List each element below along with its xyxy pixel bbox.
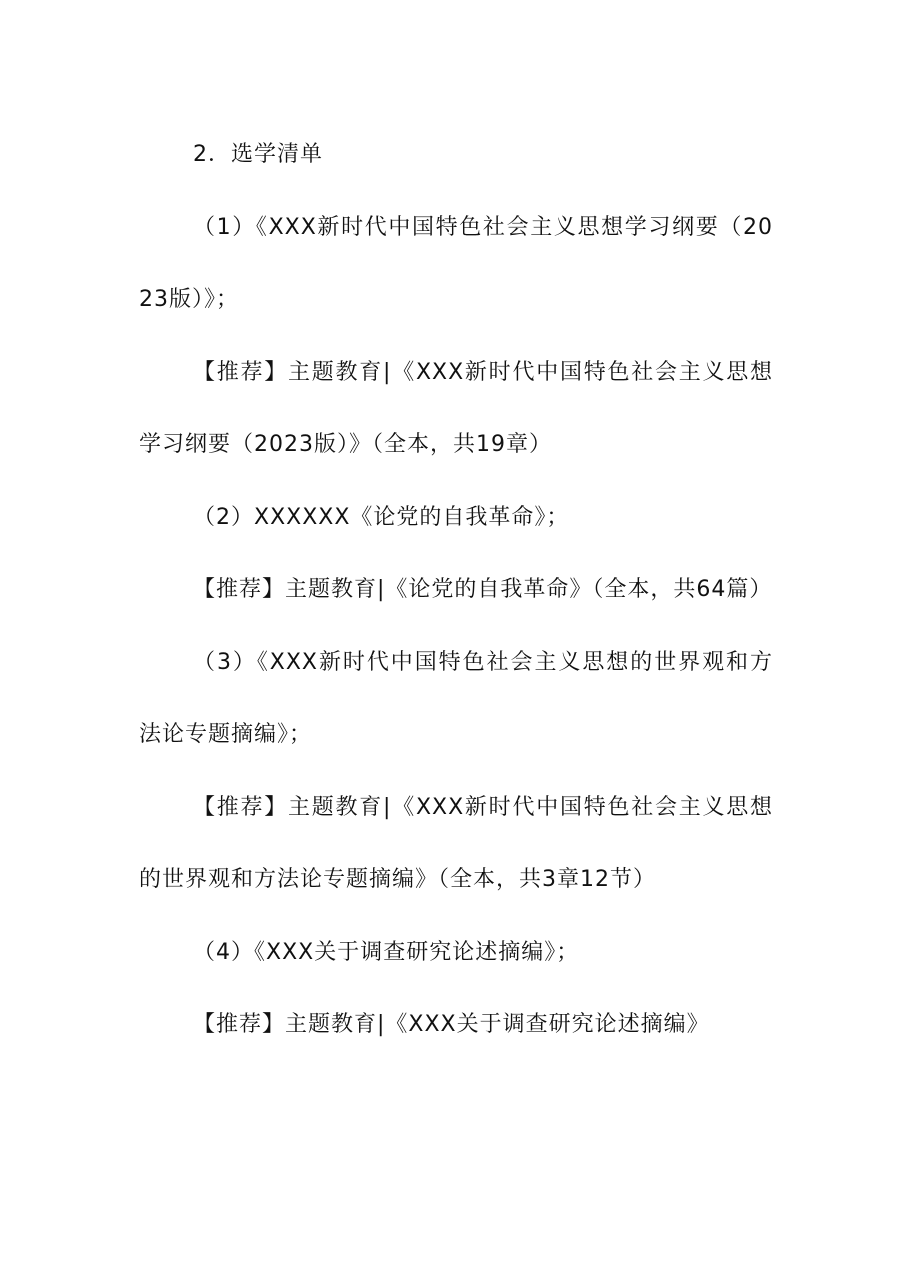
- recommendation-1: 【推荐】主题教育|《XXX新时代中国特色社会主义思想学习纲要（2023版）》（全本，共19章）: [139, 359, 773, 457]
- section-heading: 2．选学清单: [193, 142, 323, 167]
- list-item-1: （1）《XXX新时代中国特色社会主义思想学习纲要（2023版）》；: [139, 214, 773, 312]
- document-body: [139, 119, 773, 1062]
- recommendation-4: 【推荐】主题教育|《XXX关于调查研究论述摘编》: [193, 1012, 710, 1037]
- list-item-3: （3）《XXX新时代中国特色社会主义思想的世界观和方法论专题摘编》；: [139, 649, 773, 747]
- recommendation-2: 【推荐】主题教育|《论党的自我革命》（全本，共64篇）: [193, 577, 773, 602]
- list-item-2: （2）XXXXXX《论党的自我革命》；: [193, 504, 570, 530]
- recommendation-3: 【推荐】主题教育|《XXX新时代中国特色社会主义思想的世界观和方法论专题摘编》（全本，共3章12节）: [139, 794, 773, 892]
- list-item-4: （4）《XXX关于调查研究论述摘编》；: [193, 939, 580, 965]
